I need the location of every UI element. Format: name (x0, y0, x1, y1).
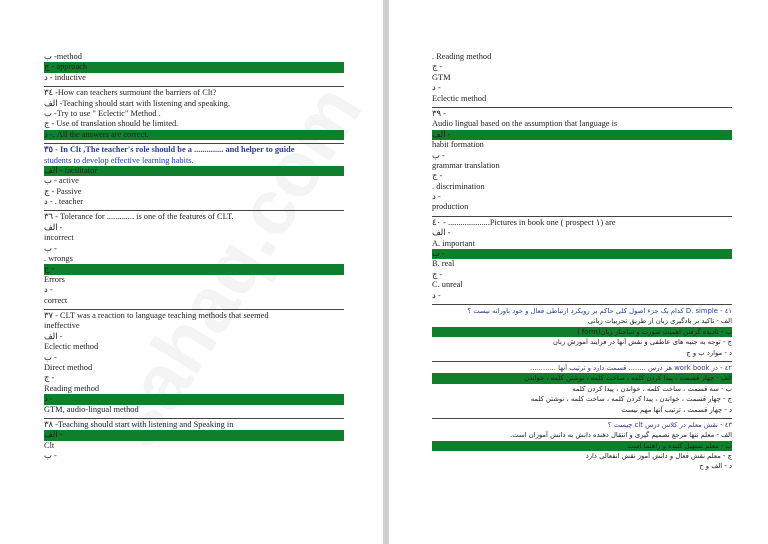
text-line: الف - تاکید بر یادگیری زبان از طریق تجربیات زبانی (587, 317, 732, 326)
text-line: د - موارد ب و ج (686, 348, 732, 357)
question-line: ٣٨ -Teaching should start with listening and Speaking in (44, 418, 344, 430)
text-line: . Reading method (432, 52, 492, 61)
text-line: د - (432, 83, 441, 93)
highlighted-answer: ج - approach (44, 62, 344, 72)
text-line: ج - معلم نقش فعال و دانش آموز نقش انفعالی دارد (585, 452, 732, 461)
question-line: ٣٩ - (432, 107, 732, 119)
text-line: ب - سه قسمت ، ساخت کلمه ، خواندن ، پیدا کردن کلمه (572, 384, 732, 393)
question-line: ٣٥ - In Clt ,The teacher's role should be a .............. and helper to guide (44, 143, 344, 155)
text-line: Direct method (44, 362, 93, 372)
text-line: د - (432, 192, 441, 202)
text-line: habit formation (432, 140, 484, 150)
highlighted-answer: الف - facilitator (44, 166, 344, 176)
highlighted-answer: الف - چهار قسمت ، پیدا کردن کلمه ، ساخت کلمه ، نوشتن کلمه ، خواندن (432, 373, 732, 383)
text-line: الف - (432, 228, 451, 238)
text-line: ب - active (44, 176, 79, 186)
right-column (432, 52, 732, 472)
text-line: الف -Teaching should start with listening and speaking. (44, 98, 231, 108)
text-line: Clt (44, 440, 55, 450)
text-line: ج - (432, 171, 443, 181)
highlighted-answer: ب - معلم تسهیل کننده و راهنما است (432, 441, 732, 451)
question-line: ٤٣ - نقش معلم در کلاس درس clt چیست ؟ (432, 418, 732, 430)
left-page (0, 0, 383, 544)
text-line: Reading method (44, 383, 100, 393)
text-line: students to develop effective learning habits. (44, 155, 194, 165)
highlighted-answer: الف - (432, 130, 732, 140)
text-line: ج - (44, 373, 55, 383)
question-line: ٣٦ - Tolerance for ............. is one of the features of CLT. (44, 210, 344, 222)
right-page (389, 0, 768, 544)
highlighted-answer: الف - (44, 430, 344, 440)
highlighted-answer: ب - (432, 249, 732, 259)
text-line: A. important (432, 238, 475, 248)
text-line: ج - توجه به جنبه های عاطفی و نقش آنها در فرایند آموزش زبان (552, 338, 732, 347)
text-line: ج - چهار قسمت ، خواندن ، پیدا کردن کلمه ، ساخت کلمه ، نوشتن کلمه (530, 395, 732, 404)
text-line: ب -method (44, 52, 82, 61)
text-line: ج - (432, 62, 443, 72)
text-line: الف - معلم تنها مرجع تصمیم گیری و انتقال دهنده دانش به دانش آموزان است. (510, 431, 732, 440)
text-line: د - (432, 290, 441, 300)
text-line: د - inductive (44, 72, 86, 82)
question-line: ٣٤ -How can teachers surmount the barriers of Clt? (44, 86, 344, 98)
text-line: Audio lingual based on the assumption that language is (432, 119, 618, 129)
highlighted-answer: ج - (44, 264, 344, 274)
text-line: ب - (44, 243, 57, 253)
text-line: . discrimination (432, 181, 485, 191)
text-line: د - . teacher (44, 197, 84, 207)
text-line: C. unreal (432, 280, 463, 290)
question-line: ٤٢ - در work book هر درس ........ قسمت دارد و ترتیب آنها ............ (432, 361, 732, 373)
text-line: incorrect (44, 233, 74, 243)
text-line: ج - Use of translation should be limited. (44, 119, 179, 129)
question-line: ٤١ - D. simple کدام یک جزء اصول کلی حاکم بر رویکرد ارتباطی فعال و خود باورانه نیست ؟ (432, 304, 732, 316)
text-line: د - (44, 285, 53, 295)
text-line: correct (44, 295, 68, 305)
text-line: GTM (432, 72, 451, 82)
highlighted-answer: د -. All the answers are correct. (44, 130, 344, 140)
text-line: production (432, 202, 469, 212)
text-line: د - الف و ج (699, 462, 732, 471)
text-line: GTM, audio-lingual method (44, 404, 139, 414)
text-line: . wrongs (44, 254, 73, 264)
text-line: ب -Try to use " Eclectic" Method . (44, 108, 161, 118)
text-line: Errors (44, 274, 65, 284)
highlighted-answer: ب - نادیده گرفتن اهمیت صورت و ساختار زبان(form ) (432, 327, 732, 337)
text-line: ب - (432, 150, 445, 160)
text-line: ج - Passive (44, 186, 82, 196)
text-line: ineffective (44, 321, 80, 331)
text-line: ب - (44, 352, 57, 362)
text-line: ب - (44, 451, 57, 461)
text-line: ج - (432, 269, 443, 279)
highlighted-answer: د - (44, 394, 344, 404)
question-line: ٤٠ - ....................Pictures in book one ( prospect ١) are (432, 216, 732, 228)
text-line: د - چهار قسمت ، ترتیب آنها مهم نیست (621, 405, 732, 414)
text-line: Eclectic method (44, 342, 99, 352)
text-line: grammar translation (432, 160, 500, 170)
left-column (44, 52, 344, 461)
text-line: Eclectic method (432, 93, 487, 103)
question-line: ٣٧ - CLT was a reaction to language teaching methods that seemed (44, 309, 344, 321)
text-line: الف - (44, 222, 63, 232)
text-line: B. real (432, 259, 455, 269)
text-line: الف - (44, 331, 63, 341)
